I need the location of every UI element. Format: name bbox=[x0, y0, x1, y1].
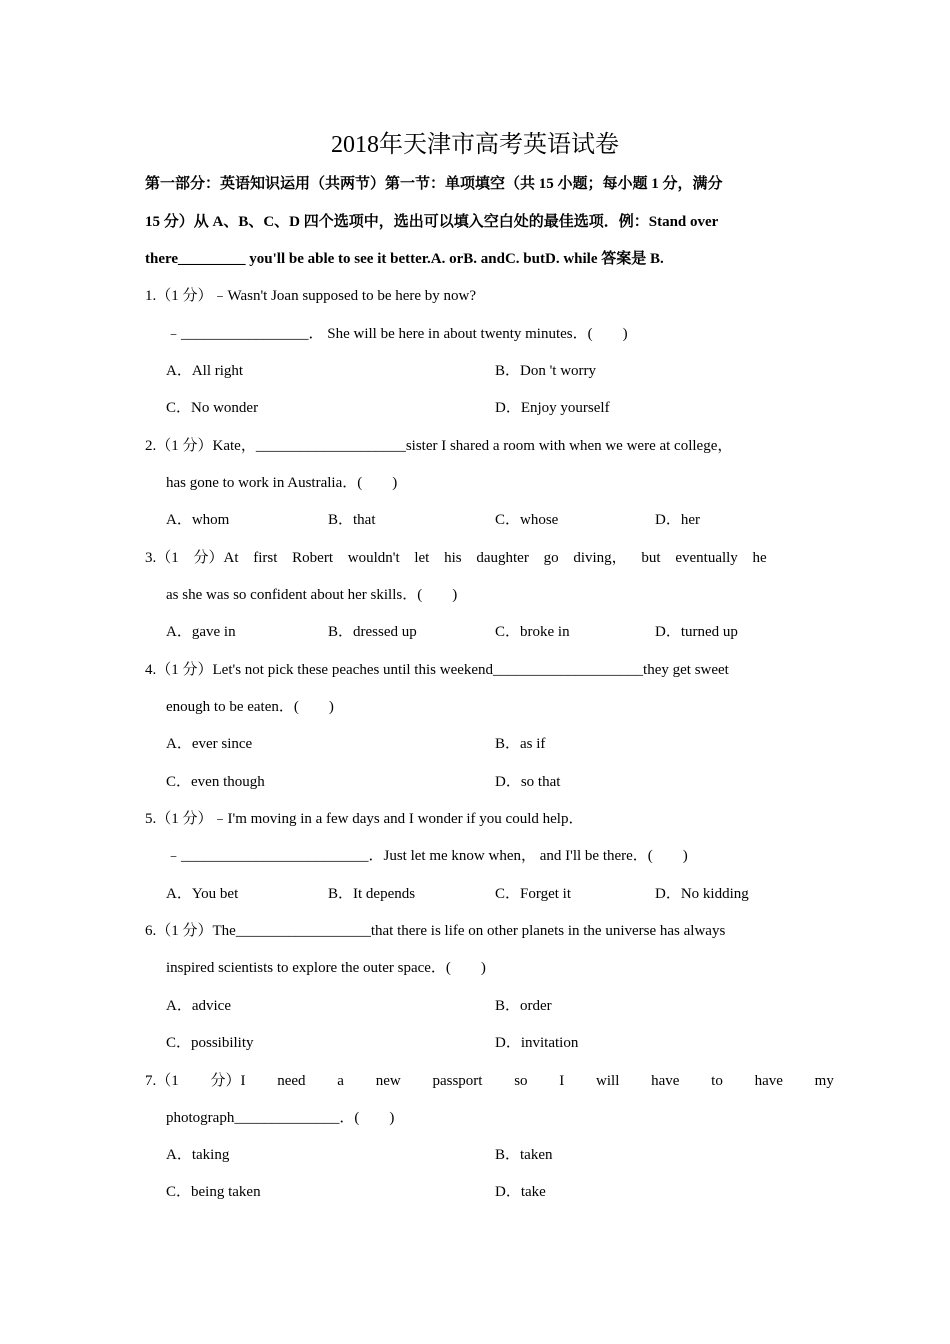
question-4-option-d: D．so that bbox=[495, 774, 561, 790]
question-4-stem: 4.（1 分）Let's not pick these peaches until this weekend____________________they get sweet bbox=[145, 662, 729, 678]
question-7-option-d: D．take bbox=[495, 1184, 546, 1200]
question-5-stem: 5.（1 分）﹣I'm moving in a few days and I wonder if you could help． bbox=[145, 811, 584, 827]
question-4-option-b: B．as if bbox=[495, 736, 546, 752]
intro-line-3: there_________ you'll be able to see it better.A. orB. andC. butD. while 答案是 B. bbox=[145, 251, 664, 267]
question-4-option-c: C．even though bbox=[166, 774, 265, 790]
question-6-option-b: B．order bbox=[495, 998, 552, 1014]
question-6-stem-cont: inspired scientists to explore the outer space．( ) bbox=[166, 960, 486, 976]
question-1-option-a: A．All right bbox=[166, 363, 244, 379]
question-3-stem-cont: as she was so confident about her skills．( ) bbox=[166, 587, 458, 603]
question-6-option-a: A．advice bbox=[166, 998, 231, 1014]
question-1-stem: 1.（1 分）﹣Wasn't Joan supposed to be here by now? bbox=[145, 288, 477, 304]
question-7-stem-cont: photograph______________．( ) bbox=[166, 1110, 395, 1126]
question-3-stem: 3.（1 分）At first Robert wouldn't let his daughter go diving， but eventually he bbox=[145, 550, 767, 566]
question-1-option-c: C．No wonder bbox=[166, 400, 259, 416]
question-2-option-b: B．that bbox=[328, 512, 376, 528]
question-2-stem: 2.（1 分）Kate，____________________sister I shared a room with when we were at college， bbox=[145, 438, 733, 454]
question-6-stem: 6.（1 分）The__________________that there is life on other planets in the universe has always bbox=[145, 923, 726, 939]
question-7-option-b: B．taken bbox=[495, 1147, 553, 1163]
exam-title: 2018年天津市高考英语试卷 bbox=[331, 132, 619, 158]
question-4-stem-cont: enough to be eaten．( ) bbox=[166, 699, 334, 715]
question-3-option-a: A．gave in bbox=[166, 624, 236, 640]
question-1-option-b: B．Don 't worry bbox=[495, 363, 597, 379]
question-2-option-a: A．whom bbox=[166, 512, 230, 528]
question-2-stem-cont: has gone to work in Australia．( ) bbox=[166, 475, 398, 491]
question-6-option-c: C．possibility bbox=[166, 1035, 254, 1051]
question-2-option-c: C．whose bbox=[495, 512, 559, 528]
question-7-option-a: A．taking bbox=[166, 1147, 230, 1163]
question-4-option-a: A．ever since bbox=[166, 736, 253, 752]
question-5-option-d: D．No kidding bbox=[655, 886, 749, 902]
question-5-option-b: B．It depends bbox=[328, 886, 416, 902]
question-5-option-c: C．Forget it bbox=[495, 886, 571, 902]
question-3-option-d: D．turned up bbox=[655, 624, 738, 640]
question-3-option-c: C．broke in bbox=[495, 624, 570, 640]
question-7-stem: 7.（1 分）I need a new passport so I will have to have my bbox=[145, 1073, 834, 1089]
question-1-option-d: D．Enjoy yourself bbox=[495, 400, 610, 416]
intro-line-2: 15 分）从 A、B、C、D 四个选项中，选出可以填入空白处的最佳选项．例：Stand over bbox=[145, 214, 719, 230]
question-5-option-a: A．You bet bbox=[166, 886, 239, 902]
question-6-option-d: D．invitation bbox=[495, 1035, 579, 1051]
question-2-option-d: D．her bbox=[655, 512, 700, 528]
question-3-option-b: B．dressed up bbox=[328, 624, 417, 640]
question-1-stem-cont: ﹣_________________． She will be here in about twenty minutes．( ) bbox=[166, 326, 628, 342]
question-5-stem-cont: ﹣_________________________．Just let me know when， and I'll be there．( ) bbox=[166, 848, 688, 864]
intro-line-1: 第一部分：英语知识运用（共两节）第一节：单项填空（共 15 小题；每小题 1 分，满分 bbox=[145, 176, 723, 192]
question-7-option-c: C．being taken bbox=[166, 1184, 261, 1200]
